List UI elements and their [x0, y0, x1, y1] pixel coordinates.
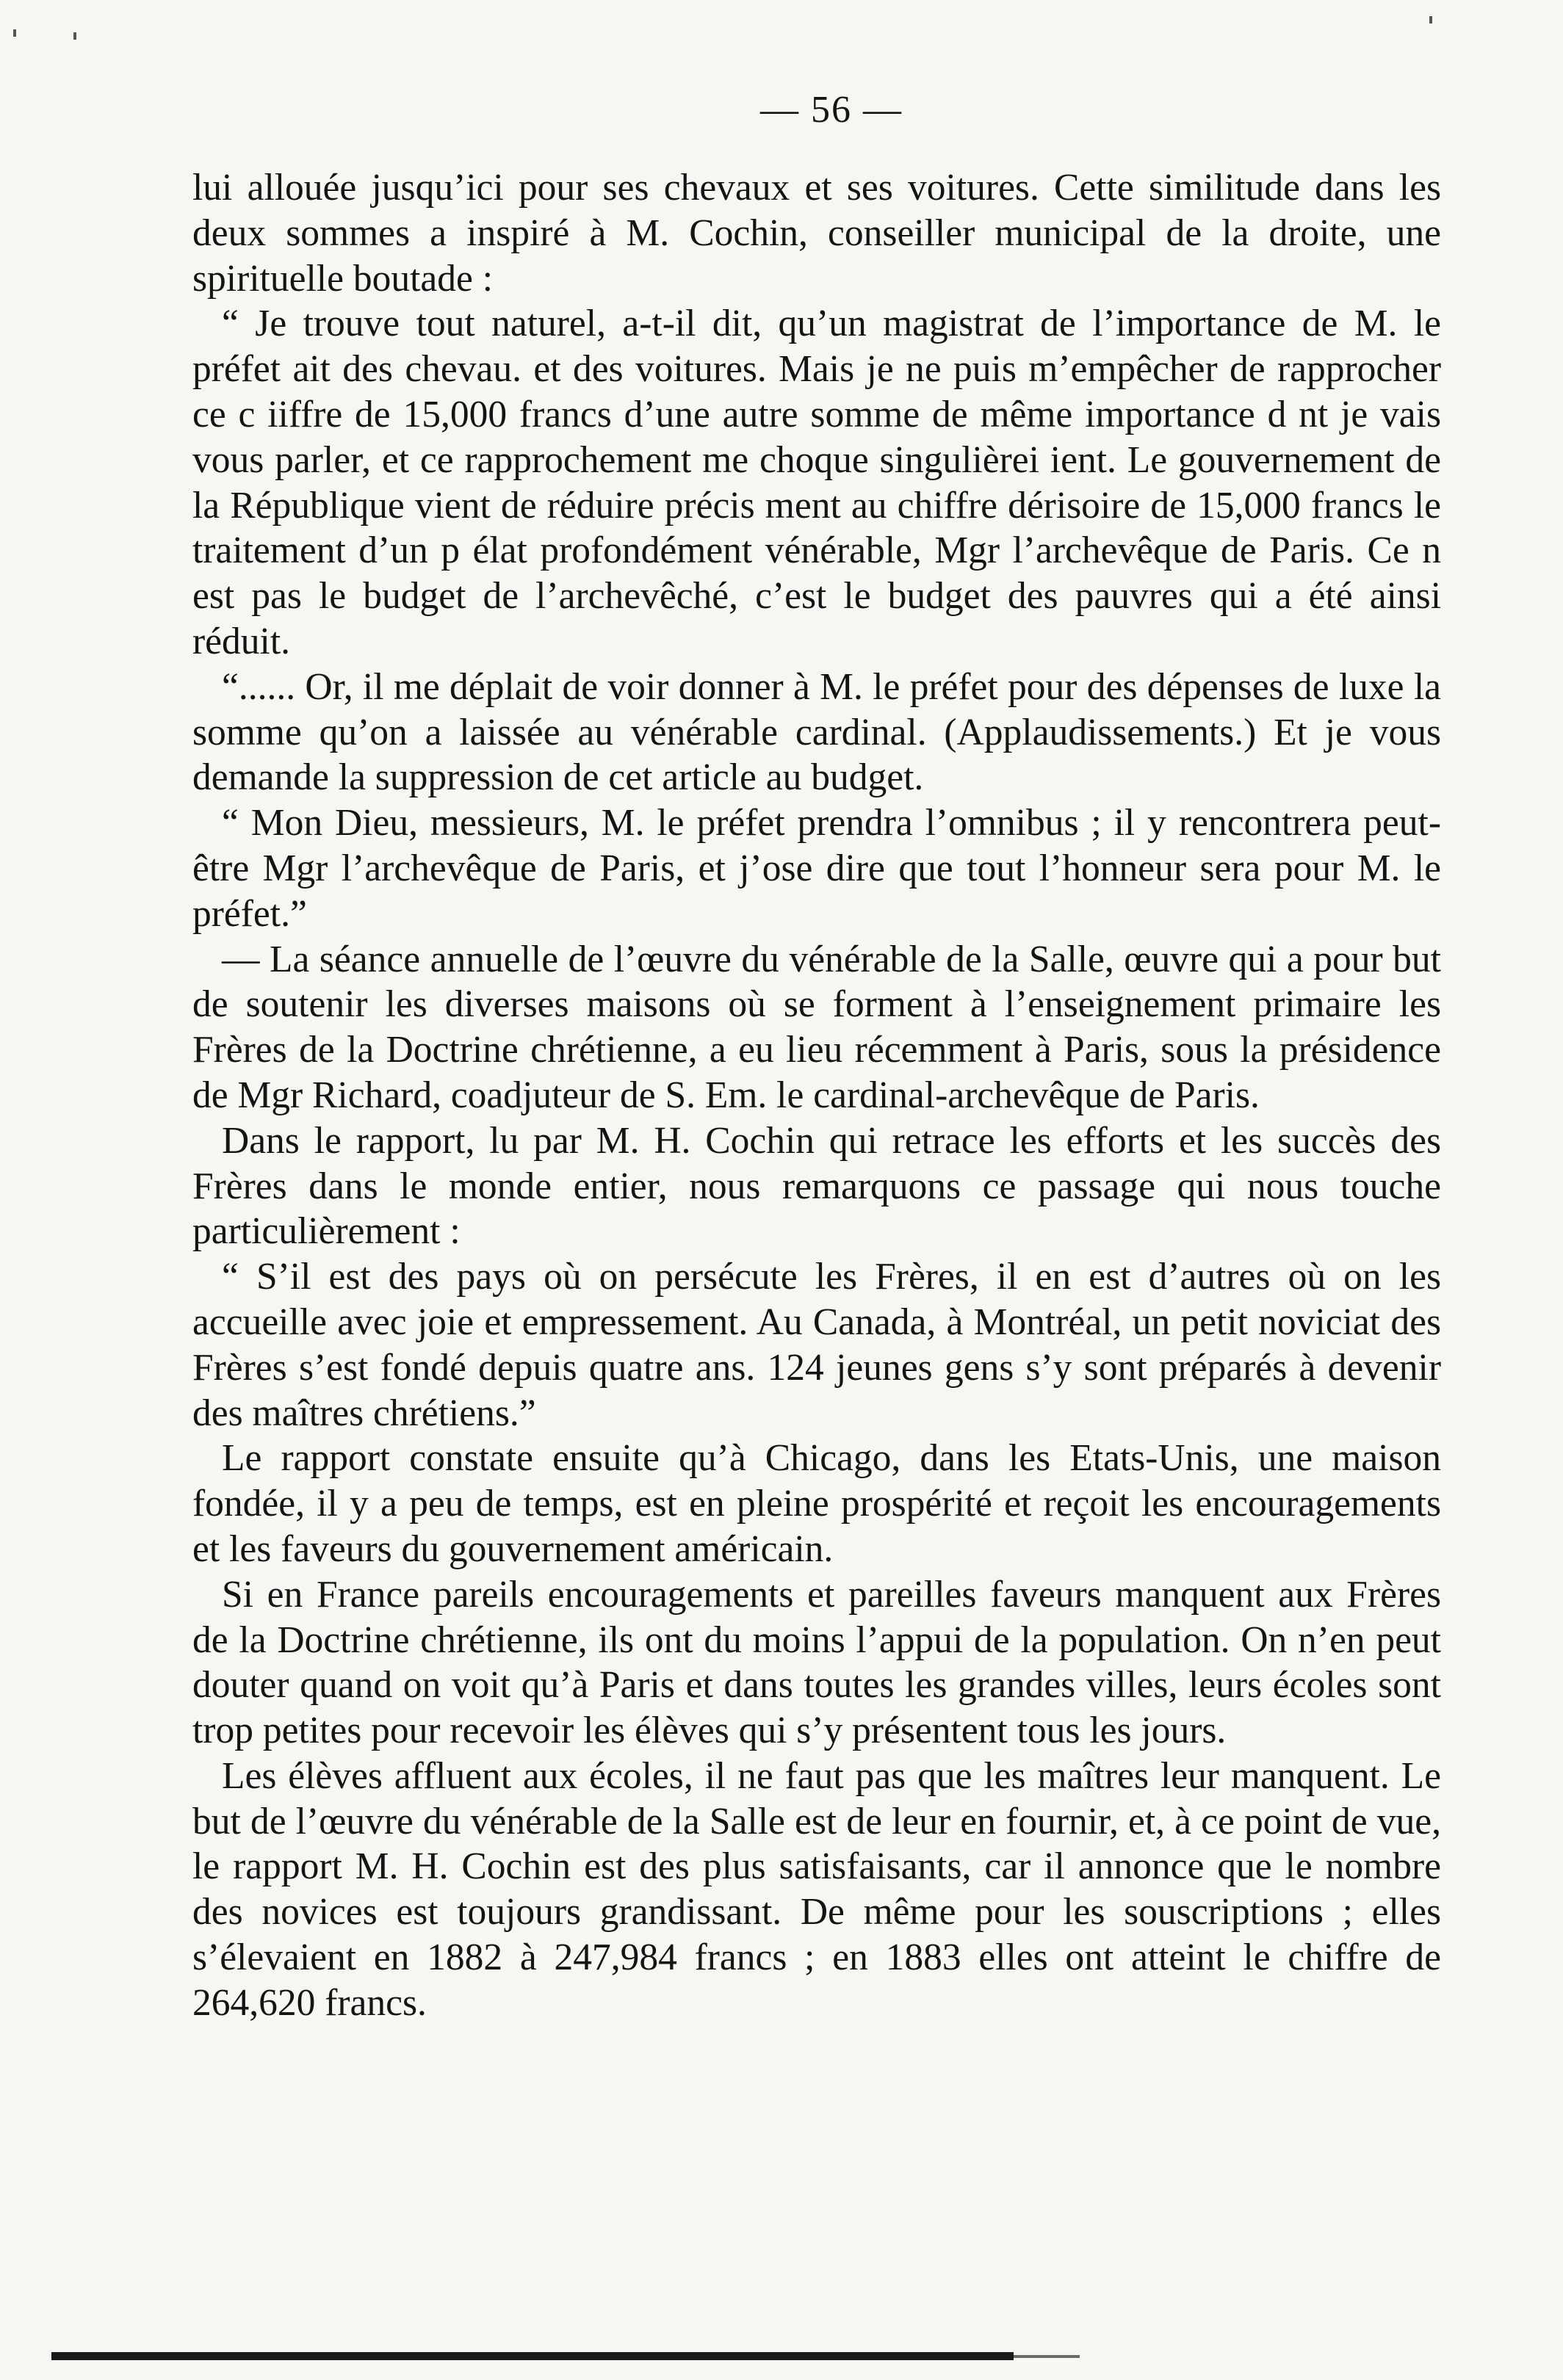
paragraph-3: “...... Or, il me déplait de voir donner à M. le préfet pour des dépenses de luxe la somme qu’on a laissée au vénérable cardinal. (Applaudissements.) Et je vous demande la suppression de cet article au budget.	[192, 665, 1441, 799]
bottom-rule	[51, 2352, 1014, 2360]
page-number: — 56 —	[760, 89, 903, 131]
paragraph-5: — La séance annuelle de l’œuvre du vénérable de la Salle, œuvre qui a pour but de soutenir les diverses maisons où se forment à l’enseignement primaire les Frères de la Doctrine chrétienne, a eu lieu récemment à Paris, sous la présidence de Mgr Richard, coadjuteur de S. Em. le cardinal-archevêque de Paris.	[192, 938, 1441, 1116]
paragraph-8: Le rapport constate ensuite qu’à Chicago, dans les Etats-Unis, une maison fondée, il y a peu de temps, est en pleine prospérité et reçoit les encouragements et les faveurs du gouvernement américain.	[192, 1437, 1441, 1570]
paragraph-6: Dans le rapport, lu par M. H. Cochin qui retrace les efforts et les succès des Frères dans le monde entier, nous remarquons ce passage qui nous touche particulièrement :	[192, 1119, 1441, 1253]
scan-speck	[13, 29, 16, 37]
paragraph-9: Si en France pareils encouragements et pareilles faveurs manquent aux Frères de la Doctrine chrétienne, ils ont du moins l’appui de la population. On n’en peut douter quand on voit qu’à Paris et dans toutes les grandes villes, leurs écoles sont trop petites pour recevoir les élèves qui s’y présentent tous les jours.	[192, 1573, 1441, 1752]
paragraph-10: Les élèves affluent aux écoles, il ne faut pas que les maîtres leur manquent. Le but de l’œuvre du vénérable de la Salle est de leur en fournir, et, à ce point de vue, le rapport M. H. Cochin est des plus satisfaisants, car il annonce que le nombre des novices est toujours grandissant. De même pour les souscriptions ; elles s’élevaient en 1882 à 247,984 francs ; en 1883 elles ont atteint le chiffre de 264,620 francs.	[192, 1754, 1441, 2024]
scan-speck	[73, 32, 76, 40]
scan-speck	[1429, 16, 1432, 23]
page-body	[192, 88, 1441, 2026]
paragraph-2: “ Je trouve tout naturel, a-t-il dit, qu’un magistrat de l’importance de M. le préfet ait des chevau. et des voitures. Mais je ne puis m’empêcher de rapprocher ce c iiffre de 15,000 francs d’une autre somme de même importance d nt je vais vous parler, et ce rapprochement me choque singulièrei ient. Le gouvernement de la République vient de réduire précis ment au chiffre dérisoire de 15,000 francs le traitement d’un p élat profondément vénérable, Mgr l’archevêque de Paris. Ce n est pas le budget de l’archevêché, c’est le budget des pauvres qui a été ainsi réduit.	[192, 303, 1441, 662]
paragraph-1: lui allouée jusqu’ici pour ses chevaux et ses voitures. Cette similitude dans les deux sommes a inspiré à M. Cochin, conseiller municipal de la droite, une spirituelle boutade :	[192, 167, 1441, 300]
bottom-rule-tail	[1014, 2355, 1080, 2358]
paragraph-4: “ Mon Dieu, messieurs, M. le préfet prendra l’omnibus ; il y rencontrera peut-être Mgr l’archevêque de Paris, et j’ose dire que tout l’honneur sera pour M. le préfet.”	[192, 802, 1441, 935]
paragraph-7: “ S’il est des pays où on persécute les Frères, il en est d’autres où on les accueille avec joie et empressement. Au Canada, à Montréal, un petit noviciat des Frères s’est fondé depuis quatre ans. 124 jeunes gens s’y sont préparés à devenir des maîtres chrétiens.”	[192, 1256, 1441, 1434]
